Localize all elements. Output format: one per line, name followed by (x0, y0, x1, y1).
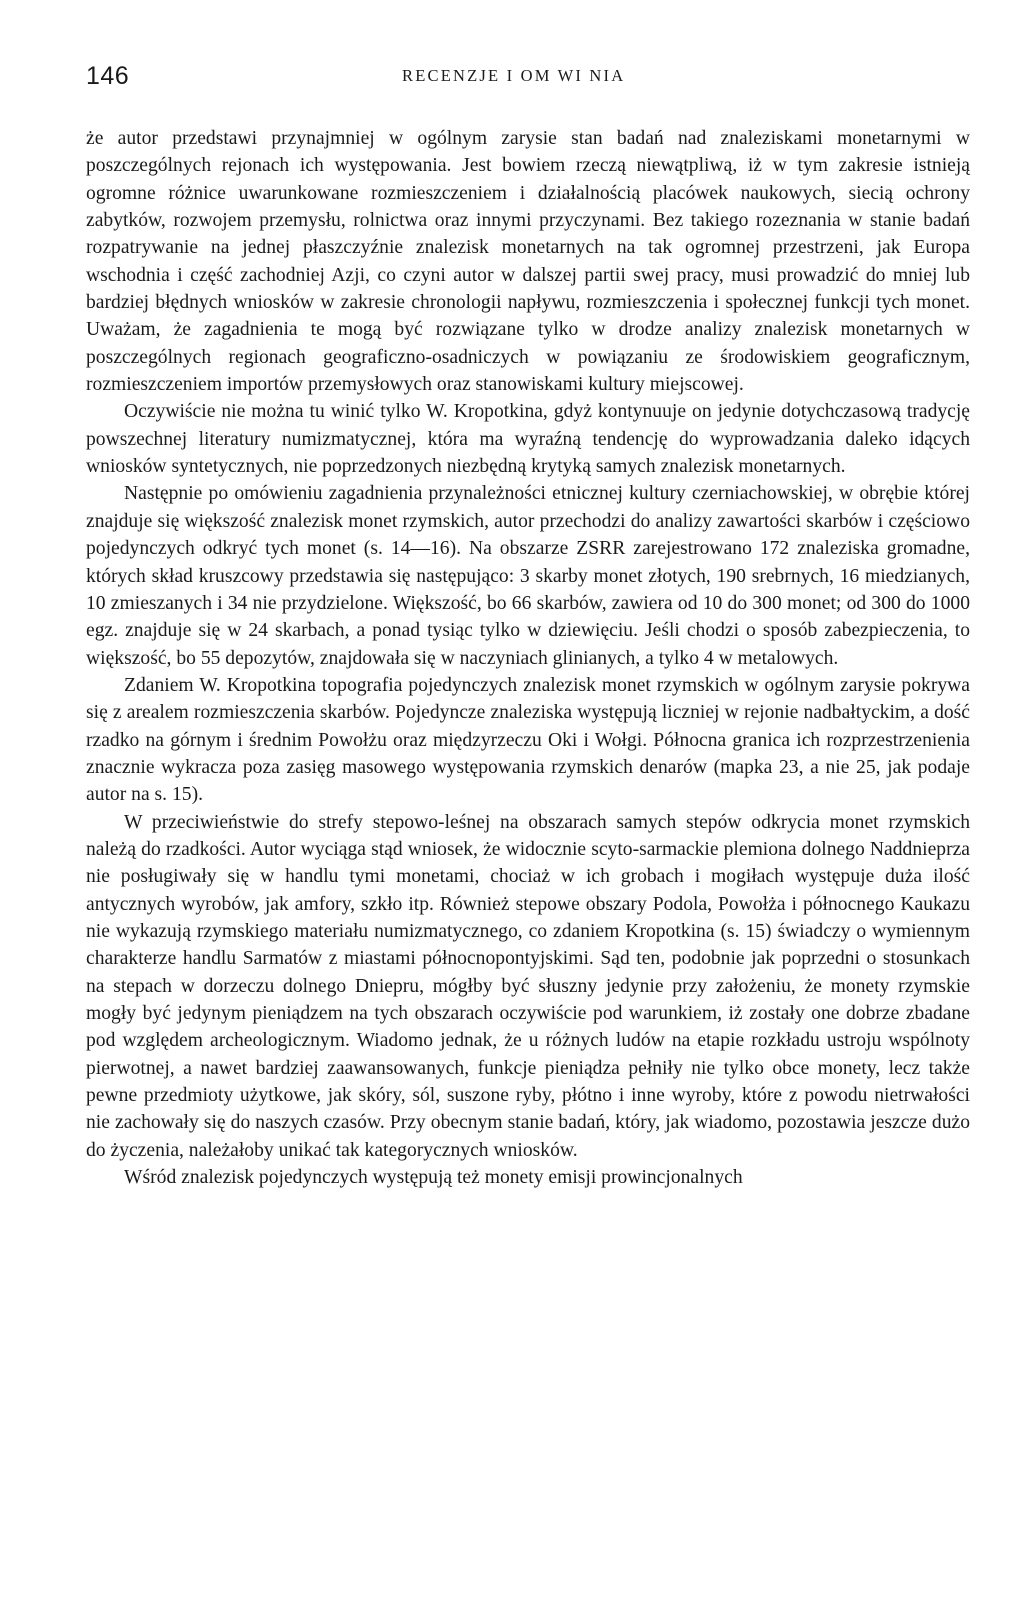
running-head: RECENZJE I OM WI NIA (402, 66, 626, 85)
paragraph: Zdaniem W. Kropotkina topografia pojedynczych znalezisk monet rzymskich w ogólnym zarysie pokrywa się z arealem rozmieszczenia skarbów. Pojedyncze znaleziska występują liczniej w rejonie nadbałtyckim, a dość rzadko na górnym i średnim Powołżu oraz międzyrzeczu Oki i Wołgi. Północna granica ich rozprzestrzenienia znacznie wykracza poza zasięg masowego występowania rzymskich denarów (mapka 23, a nie 25, jak podaje autor na s. 15). (86, 674, 970, 806)
paragraph: Oczywiście nie można tu winić tylko W. Kropotkina, gdyż kontynuuje on jedynie dotychczasową tradycję powszechnej literatury numizmatycznej, która ma wyraźną tendencję do wyprowadzania daleko idących wniosków syntetycznych, nie poprzedzonych niezbędną krytyką samych znalezisk monetarnych. (86, 401, 970, 478)
page-number: 146 (86, 62, 130, 90)
paragraph: Następnie po omówieniu zagadnienia przynależności etnicznej kultury czerniachowskiej, w obrębie której znajduje się większość znalezisk monet rzymskich, autor przechodzi do analizy zawartości skarbów i częściowo pojedynczych odkryć tych monet (s. 14—16). Na obszarze ZSRR zarejestrowano 172 znaleziska gromadne, których skład kruszcowy przedstawia się następująco: 3 skarby monet złotych, 190 srebrnych, 16 miedzianych, 10 zmieszanych i 34 nie przydzielone. Większość, bo 66 skarbów, zawiera od 10 do 300 monet; od 300 do 1000 egz. znajduje się w 24 skarbach, a ponad tysiąc tylko w dziewięciu. Jeśli chodzi o sposób zabezpieczenia, to większość, bo 55 depozytów, znajdowała się w naczyniach glinianych, a tylko 4 w metalowych. (86, 483, 970, 669)
paragraph: W przeciwieństwie do strefy stepowo-leśnej na obszarach samych stepów odkrycia monet rzymskich należą do rzadkości. Autor wyciąga stąd wniosek, że widocznie scyto-sarmackie plemiona dolnego Naddnieprza nie posługiwały się w handlu tymi monetami, chociaż w ich grobach i mogiłach występuje duża ilość antycznych wyrobów, jak amfory, szkło itp. Również stepowe obszary Podola, Powołża i północnego Kaukazu nie wykazują rzymskiego materiału numizmatycznego, co zdaniem Kropotkina (s. 15) świadczy o wymiennym charakterze handlu Sarmatów z miastami północnopontyjskimi. Sąd ten, podobnie jak poprzedni o stosunkach na stepach w dorzeczu dolnego Dniepru, mógłby być słuszny jedynie przy założeniu, że monety rzymskie mogły być jedynym pieniądzem na tych obszarach oczywiście pod warunkiem, iż zostały one dobrze zbadane pod względem archeologicznym. Wiadomo jednak, że u różnych ludów na etapie rozkładu ustroju wspólnoty pierwotnej, a nawet bardziej zaawansowanych, funkcje pieniądza pełniły nie tylko obce monety, lecz także pewne przedmioty użytkowe, jak skóry, sól, suszone ryby, płótno i inne wyroby, które z powodu nietrwałości nie zachowały się do naszych czasów. Przy obecnym stanie badań, który, jak wiadomo, pozostawia jeszcze dużo do życzenia, należałoby unikać tak kategorycznych wniosków. (86, 811, 970, 1161)
page-header (86, 62, 970, 102)
body-text (86, 125, 970, 1191)
paragraph: Wśród znalezisk pojedynczych występują też monety emisji prowincjonalnych (124, 1167, 743, 1189)
paragraph: że autor przedstawi przynajmniej w ogólnym zarysie stan badań nad znaleziskami monetarnymi w poszczególnych rejonach ich występowania. Jest bowiem rzeczą niewątpliwą, iż w tym zakresie istnieją ogromne różnice uwarunkowane rozmieszczeniem i działalnością placówek naukowych, siecią ochrony zabytków, rozwojem przemysłu, rolnictwa oraz innymi przyczynami. Bez takiego rozeznania w stanie badań rozpatrywanie na jednej płaszczyźnie znalezisk monetarnych na tak ogromnej przestrzeni, jak Europa wschodnia i część zachodniej Azji, co czyni autor w dalszej partii swej pracy, musi prowadzić do mniej lub bardziej błędnych wniosków w zakresie chronologii napływu, rozmieszczenia i społecznej funkcji tych monet. Uważam, że zagadnienia te mogą być rozwiązane tylko w drodze analizy znalezisk monetarnych w poszczególnych regionach geograficzno-osadniczych w powiązaniu ze środowiskiem geograficznym, rozmieszczeniem importów przemysłowych oraz stanowiskami kultury miejscowej. (86, 128, 970, 396)
